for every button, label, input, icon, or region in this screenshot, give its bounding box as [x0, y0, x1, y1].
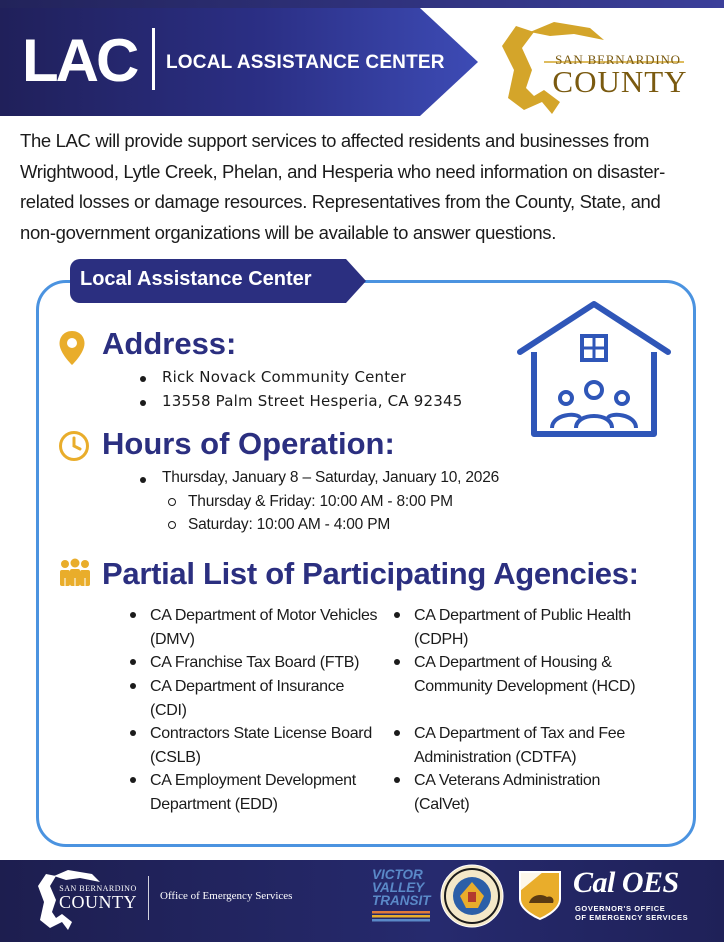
- victor-valley-transit-logo: [372, 868, 436, 907]
- vvt-line-1: VICTOR: [372, 867, 423, 882]
- banner-title: LOCAL ASSISTANCE CENTER: [166, 52, 445, 73]
- hours-date-range: Thursday, January 8 – Saturday, January 10, 2026: [140, 469, 499, 487]
- caloes-subtitle-1: GOVERNOR'S OFFICE: [575, 904, 666, 913]
- address-line-2: 13558 Palm Street Hesperia, CA 92345: [140, 392, 463, 410]
- agency-item: CA Department of Tax and Fee Administration (CDTFA): [392, 722, 652, 769]
- agencies-heading: Partial List of Participating Agencies:: [102, 556, 639, 591]
- caloes-name: Cal OES: [573, 866, 679, 899]
- caloes-shield-icon: [517, 869, 563, 921]
- hours-schedule-1: Thursday & Friday: 10:00 AM - 8:00 PM: [168, 493, 453, 511]
- agency-item: CA Employment Development Department (EDD): [128, 769, 378, 816]
- la-county-seal-icon: [440, 864, 504, 928]
- vvt-line-2: VALLEY: [372, 880, 425, 895]
- intro-paragraph: The LAC will provide support services to affected residents and businesses from Wrightwood, Lytle Creek, Phelan, and Hesperia who need information on disaster-related losses or damage resources. Representatives from the County, State, and non-government organizations will be available to answer questions.: [20, 130, 665, 243]
- agency-item: CA Department of Motor Vehicles (DMV): [128, 604, 378, 651]
- vvt-stripes-icon: [372, 910, 430, 922]
- top-strip: [0, 0, 724, 8]
- agency-item: CA Department of Insurance (CDI): [128, 675, 378, 722]
- people-group-icon: [58, 558, 92, 588]
- card-tab-label: Local Assistance Center: [80, 268, 312, 290]
- address-heading: Address:: [102, 326, 237, 361]
- hours-schedule-2: Saturday: 10:00 AM - 4:00 PM: [168, 516, 390, 534]
- agency-item: CA Department of Housing & Community Development (HCD): [392, 651, 642, 698]
- agency-item: CA Veterans Administration (CalVet): [392, 769, 642, 816]
- hours-heading: Hours of Operation:: [102, 426, 395, 461]
- caloes-subtitle-2: OF EMERGENCY SERVICES: [575, 913, 689, 922]
- county-logo-line1: SAN BERNARDINO: [555, 52, 681, 67]
- vvt-line-3: TRANSIT: [372, 893, 431, 908]
- banner-divider: [152, 28, 155, 90]
- footer-office-label: Office of Emergency Services: [160, 890, 293, 902]
- lac-abbreviation: LAC: [22, 27, 137, 94]
- map-pin-icon: [58, 330, 86, 366]
- agency-item: CA Franchise Tax Board (FTB): [128, 651, 378, 675]
- footer-divider: [148, 876, 149, 920]
- clock-icon: [58, 430, 90, 462]
- footer-county-line1: SAN BERNARDINO: [59, 884, 137, 893]
- house-family-icon: [516, 300, 672, 438]
- footer-county-line2: COUNTY: [59, 892, 137, 912]
- county-logo-line2: COUNTY: [552, 64, 688, 99]
- address-line-1: Rick Novack Community Center: [140, 368, 406, 386]
- agency-item: CA Department of Public Health (CDPH): [392, 604, 662, 651]
- agency-item: Contractors State License Board (CSLB): [128, 722, 378, 769]
